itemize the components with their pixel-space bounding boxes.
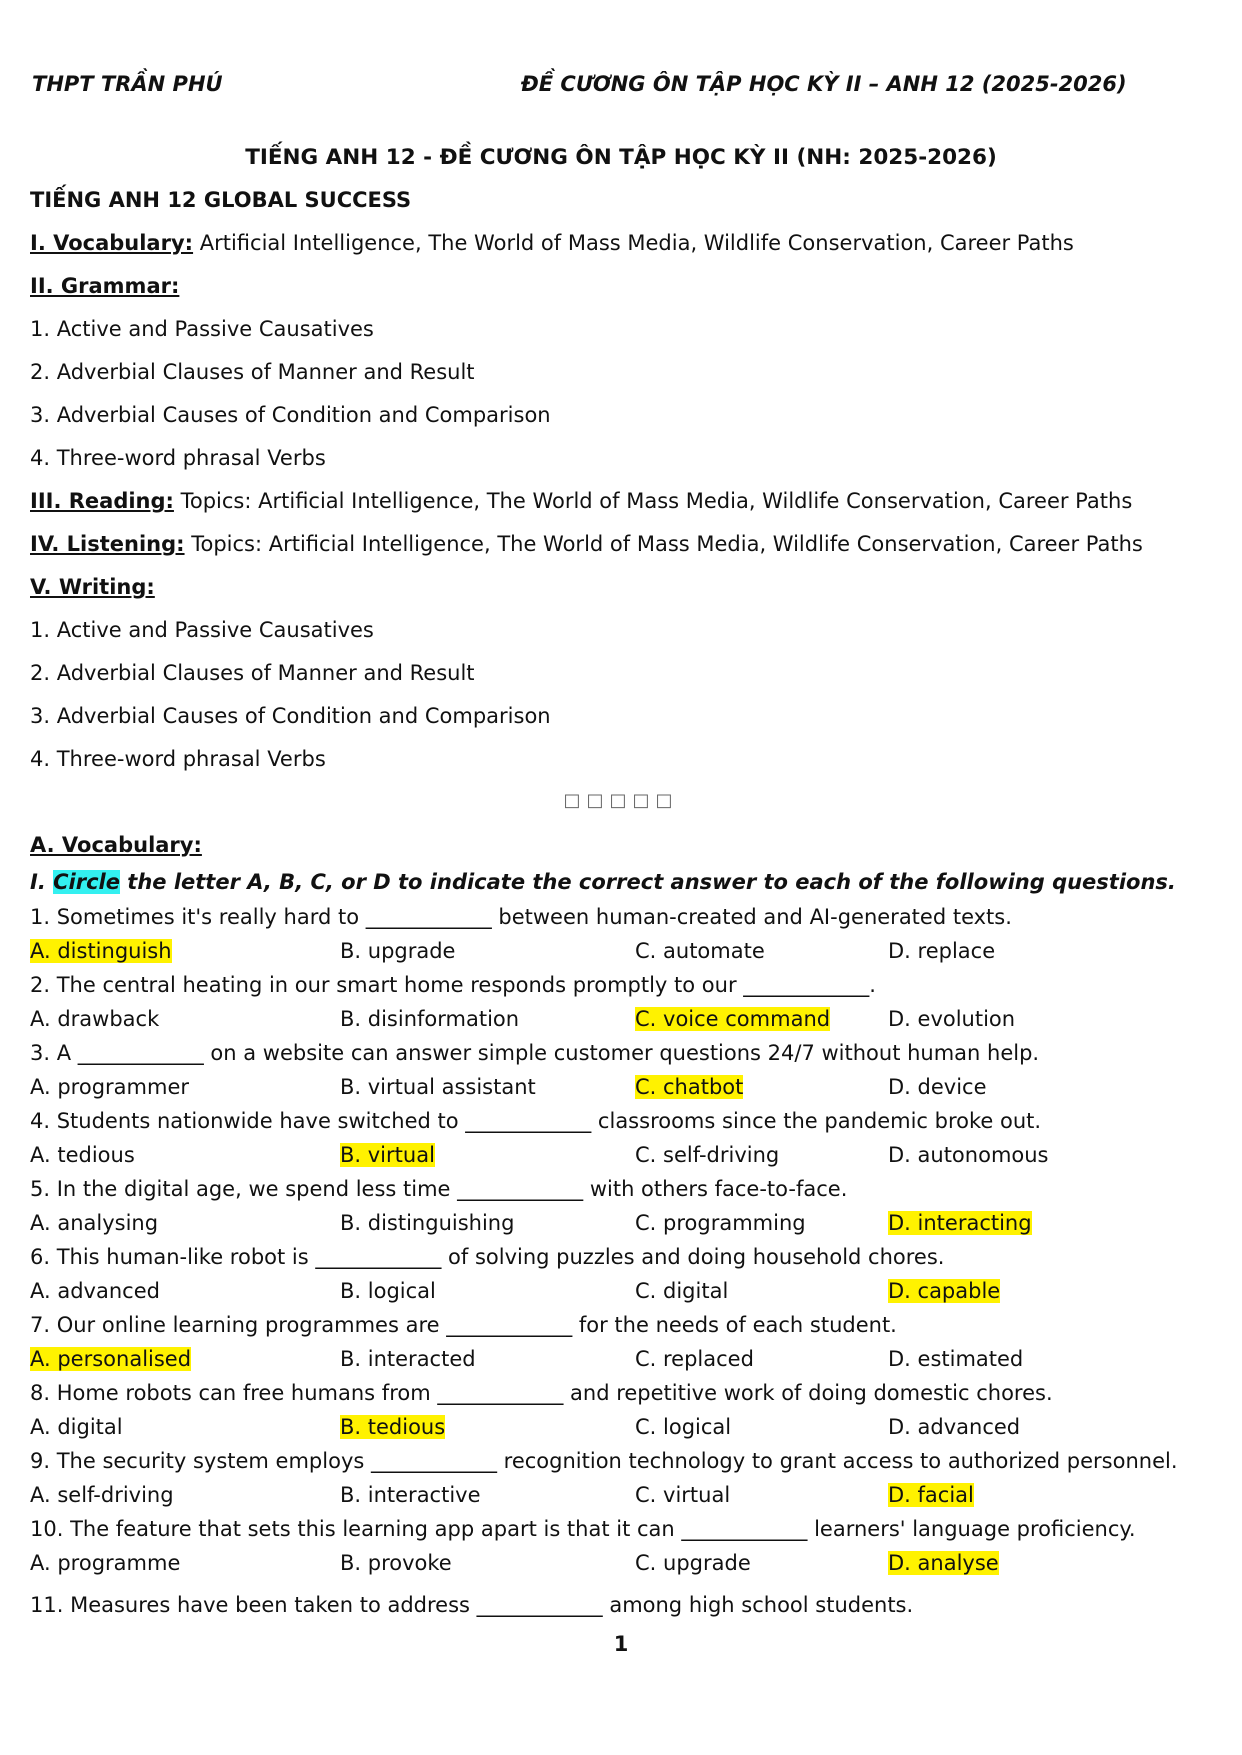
grammar-item: 4. Three-word phrasal Verbs [30,446,326,470]
answer-option[interactable] [888,1143,1049,1167]
answer-option-label: B. provoke [340,1551,452,1575]
answer-option[interactable] [888,1347,1023,1371]
outline-vocabulary [30,231,1074,255]
outline-writing [30,575,155,599]
question-text: 5. In the digital age, we spend less time ____________ with others face-to-face. [30,1177,848,1201]
answer-option[interactable] [340,1551,452,1575]
answer-option-label: D. interacting [888,1211,1032,1235]
reading-topics: Topics: Artificial Intelligence, The World of Mass Media, Wildlife Conservation, Career Paths [173,489,1133,513]
writing-item: 4. Three-word phrasal Verbs [30,747,326,771]
question-text: 1. Sometimes it's really hard to ____________ between human-created and AI-generated texts. [30,905,1012,929]
answer-option-label: B. interactive [340,1483,481,1507]
school-name: THPT TRẦN PHÚ [32,72,223,96]
answer-option-label: C. chatbot [635,1075,744,1099]
section-a-heading [30,833,202,857]
question-text: 6. This human-like robot is ____________ of solving puzzles and doing household chores. [30,1245,945,1269]
answer-option[interactable] [635,1075,743,1099]
answer-option-label: A. programmer [30,1075,189,1099]
answer-option[interactable] [635,1279,728,1303]
answer-option[interactable] [340,1347,476,1371]
answer-option-label: A. distinguish [30,939,172,963]
answer-option[interactable] [888,1007,1015,1031]
vocabulary-label: I. Vocabulary: [30,231,194,255]
page-number: 1 [613,1632,629,1656]
answer-option-label: C. virtual [635,1483,731,1507]
answer-option[interactable] [340,1211,514,1235]
answer-option[interactable] [635,1483,730,1507]
answer-option-label: B. disinformation [340,1007,520,1031]
answer-option-label: B. virtual assistant [340,1075,536,1099]
answer-option[interactable] [635,1007,830,1031]
answer-option[interactable] [340,939,455,963]
answer-option-label: D. analyse [888,1551,999,1575]
listening-topics: Topics: Artificial Intelligence, The World of Mass Media, Wildlife Conservation, Career Paths [184,532,1143,556]
instruction-prefix: I. [30,870,54,894]
answer-option-label: D. estimated [888,1347,1024,1371]
answer-option[interactable] [30,1347,191,1371]
answer-option-label: D. evolution [888,1007,1016,1031]
question-text: 11. Measures have been taken to address ____________ among high school students. [30,1593,914,1617]
answer-option-label: C. self-driving [635,1143,780,1167]
answer-option[interactable] [340,1279,436,1303]
answer-option-label: A. digital [30,1415,123,1439]
answer-option[interactable] [340,1075,536,1099]
answer-option-label: B. tedious [340,1415,446,1439]
answer-option-label: B. virtual [340,1143,435,1167]
question-text: 9. The security system employs ____________ recognition technology to grant access to authorized personnel. [30,1449,1178,1473]
answer-option[interactable] [635,1347,754,1371]
answer-option-label: D. device [888,1075,987,1099]
answer-option[interactable] [888,1551,999,1575]
answer-option[interactable] [30,1007,159,1031]
answer-option[interactable] [30,1415,123,1439]
answer-option[interactable] [340,1143,435,1167]
outline-listening [30,532,1143,556]
answer-option[interactable] [30,1143,135,1167]
answer-option-label: C. replaced [635,1347,754,1371]
question-text: 10. The feature that sets this learning app apart is that it can ____________ learners' language proficiency. [30,1517,1136,1541]
answer-option-label: C. programming [635,1211,806,1235]
answer-option[interactable] [888,1415,1020,1439]
writing-item: 2. Adverbial Clauses of Manner and Result [30,661,475,685]
answer-option-label: A. drawback [30,1007,160,1031]
section-separator: □□□□□ [563,790,679,811]
reading-label: III. Reading: [30,489,174,513]
answer-option[interactable] [635,1143,779,1167]
outline-reading [30,489,1132,513]
answer-option[interactable] [340,1007,519,1031]
vocabulary-topics: Artificial Intelligence, The World of Mass Media, Wildlife Conservation, Career Paths [193,231,1074,255]
question-text: 8. Home robots can free humans from ____________ and repetitive work of doing domestic chores. [30,1381,1053,1405]
question-text: 7. Our online learning programmes are ____________ for the needs of each student. [30,1313,897,1337]
answer-option-label: C. automate [635,939,765,963]
question-text: 4. Students nationwide have switched to ____________ classrooms since the pandemic broke out. [30,1109,1042,1133]
answer-option-label: A. programme [30,1551,181,1575]
grammar-item: 3. Adverbial Causes of Condition and Comparison [30,403,551,427]
answer-option-label: B. distinguishing [340,1211,515,1235]
answer-option-label: D. replace [888,939,996,963]
answer-option-label: B. logical [340,1279,436,1303]
instruction-text: the letter A, B, C, or D to indicate the correct answer to each of the following questions. [119,870,1176,894]
answer-option[interactable] [635,1415,731,1439]
answer-option[interactable] [30,939,172,963]
answer-option-label: C. voice command [635,1007,831,1031]
answer-option[interactable] [888,1279,1000,1303]
answer-option-label: A. tedious [30,1143,135,1167]
answer-option[interactable] [888,1075,987,1099]
answer-option[interactable] [340,1483,481,1507]
answer-option[interactable] [340,1415,445,1439]
answer-option-label: A. personalised [30,1347,192,1371]
answer-option-label: C. upgrade [635,1551,751,1575]
answer-option[interactable] [888,1483,974,1507]
grammar-item: 1. Active and Passive Causatives [30,317,374,341]
answer-option[interactable] [888,939,995,963]
answer-option-label: A. self-driving [30,1483,174,1507]
answer-option-label: A. analysing [30,1211,159,1235]
main-title: TIẾNG ANH 12 - ĐỀ CƯƠNG ÔN TẬP HỌC KỲ II (NH: 2025-2026) [245,145,997,170]
writing-label: V. Writing: [30,575,155,599]
document-header-title: ĐỀ CƯƠNG ÔN TẬP HỌC KỲ II – ANH 12 (2025-2026) [521,72,1127,96]
outline-grammar [30,274,179,298]
answer-option-label: D. advanced [888,1415,1021,1439]
writing-item: 1. Active and Passive Causatives [30,618,374,642]
exercise-instruction [30,870,1176,894]
answer-option[interactable] [30,1551,180,1575]
answer-option-label: D. capable [888,1279,1001,1303]
grammar-item: 2. Adverbial Clauses of Manner and Result [30,360,475,384]
answer-option-label: B. upgrade [340,939,456,963]
instruction-highlight: Circle [53,870,120,894]
answer-option-label: A. advanced [30,1279,160,1303]
answer-option[interactable] [888,1211,1032,1235]
answer-option[interactable] [635,1211,806,1235]
answer-option-label: D. autonomous [888,1143,1049,1167]
answer-option[interactable] [635,1551,751,1575]
question-text: 3. A ____________ on a website can answer simple customer questions 24/7 without human help. [30,1041,1040,1065]
answer-option-label: D. facial [888,1483,974,1507]
grammar-label: II. Grammar: [30,274,180,298]
answer-option[interactable] [30,1075,189,1099]
answer-option-label: C. logical [635,1415,732,1439]
answer-option-label: B. interacted [340,1347,476,1371]
answer-option[interactable] [30,1279,160,1303]
answer-option[interactable] [30,1211,158,1235]
subtitle: TIẾNG ANH 12 GLOBAL SUCCESS [30,188,412,212]
listening-label: IV. Listening: [30,532,185,556]
answer-option[interactable] [30,1483,174,1507]
question-text: 2. The central heating in our smart home responds promptly to our ____________. [30,973,876,997]
writing-item: 3. Adverbial Causes of Condition and Comparison [30,704,551,728]
answer-option-label: C. digital [635,1279,729,1303]
answer-option[interactable] [635,939,765,963]
section-a-label: A. Vocabulary: [30,833,202,857]
